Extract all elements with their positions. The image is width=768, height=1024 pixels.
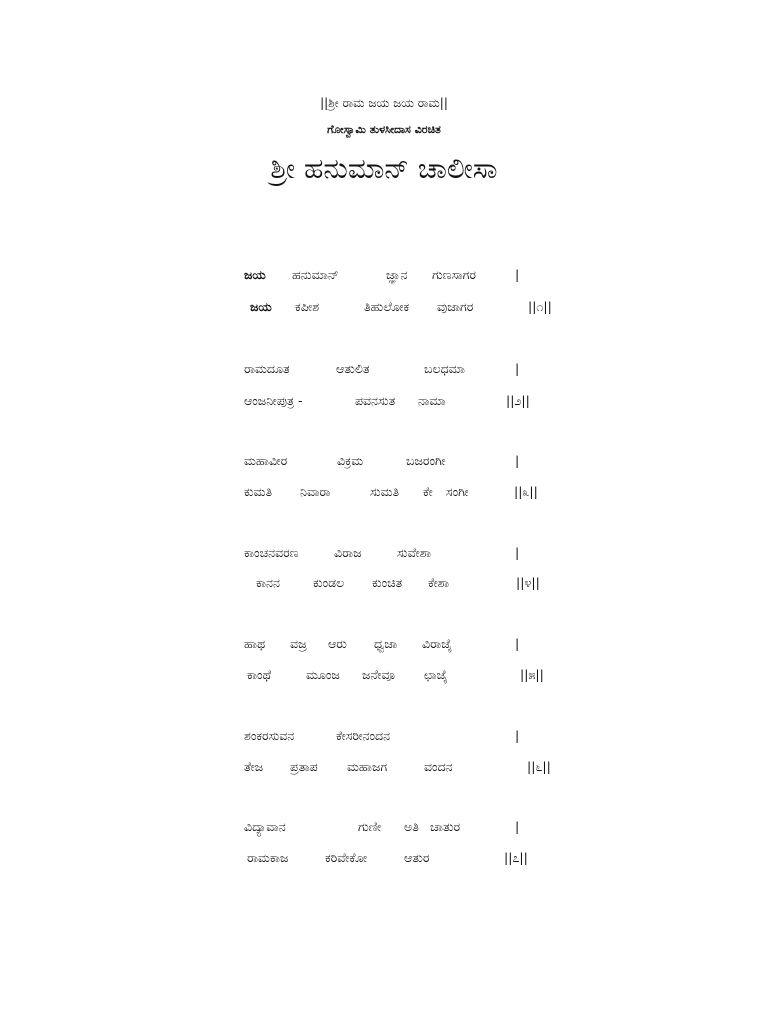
verse-word: ವಿರಾಜೈ (422, 636, 453, 651)
verse-word: ಆಂಜನೀಪುತ್ರ - (244, 393, 303, 408)
verse-marker: | (515, 819, 520, 834)
invocation-line: ||ಶ್ರೀ ರಾಮ ಜಯ ಜಯ ರಾಮ|| (320, 96, 448, 110)
verse-word: ನಿವಾರಾ (300, 484, 331, 499)
verse-marker: ||೨|| (506, 393, 530, 408)
verse-word: ಜಯ (244, 267, 266, 282)
verse-word: ತಿಹುಲೋಕ (364, 299, 410, 314)
verse-word: ಜಯ (250, 299, 272, 314)
verse-word: ವಿರಾಜ (334, 545, 362, 560)
verse-word: ಅತಿ (404, 819, 419, 834)
page-title: ಶ್ರೀ ಹನುಮಾನ್ ಚಾಲೀಸಾ (270, 152, 498, 185)
verse-word: ಹನುಮಾನ್ (292, 267, 339, 282)
verse-marker: ||೫|| (520, 667, 544, 682)
verse-word: ವಂದನ (424, 759, 453, 774)
verse-marker: | (515, 728, 520, 743)
author-line: ಗೋಸ್ವಾಮಿ ತುಳಸೀದಾಸ ವಿರಚಿತ (327, 123, 441, 136)
verse-word: ಕುಂಡಲ (313, 575, 345, 590)
verse-word: ವಿದ್ಯಾವಾನ (244, 819, 286, 834)
verse-word: ಚಾತುರ (430, 819, 461, 834)
verse-word: ಕುಂಚಿತ (372, 575, 403, 590)
verse-word: ಛಾಜೈ (424, 667, 448, 682)
verse-marker: ||೭|| (504, 850, 528, 865)
verse-word: ಬಜರಂಗೀ (406, 453, 446, 468)
verse-word: ಪವನಸುತ (355, 393, 396, 408)
verse-word: ಕರಿವೇಕೋ (325, 850, 368, 865)
verse-marker: ||೧|| (528, 299, 552, 314)
verse-word: ಕಾನನ (256, 575, 280, 590)
verse-word: ಬಲಧಮಾ (424, 361, 465, 376)
verse-marker: | (515, 267, 520, 282)
verse-word: ಕೇಸರೀನಂದನ (336, 728, 391, 743)
verse-marker: ||೩|| (514, 484, 538, 499)
verse-word: ಗುಣಸಾಗರ (432, 267, 477, 282)
verse-word: ವಜ್ರ (290, 636, 307, 651)
verse-marker: | (515, 361, 520, 376)
verse-word: ಆತುರ (404, 850, 430, 865)
verse-word: ಆರು (328, 636, 347, 651)
verse-word: ರಾಮದೂತ (244, 361, 290, 376)
verse-word: ತೇಜ (244, 759, 264, 774)
verse-word: ಪ್ರತಾಪ (290, 759, 318, 774)
verse-word: ಜ್ಞಾನ (386, 267, 408, 282)
verse-word: ಸುವೇಶಾ (397, 545, 432, 560)
verse-marker: | (515, 545, 520, 560)
verse-word: ಹಾಥ (244, 636, 266, 651)
verse-marker: ||೪|| (516, 575, 540, 590)
verse-word: ಕಪೀಶ (295, 299, 320, 314)
verse-word: ಧ್ವಜಾ (374, 636, 398, 651)
verse-word: ಕುಮತಿ (244, 484, 273, 499)
verse-marker: | (515, 453, 520, 468)
verse-word: ಕಾಂಚನವರಣ (244, 545, 299, 560)
verse-word: ಸುಮತಿ (370, 484, 400, 499)
verse-word: ಗುಣೀ (358, 819, 382, 834)
verse-word: ವುಜಾಗರ (437, 299, 474, 314)
verse-word: ಶಂಕರಸುವನ (244, 728, 295, 743)
verse-word: ಜನೇವೂ (362, 667, 395, 682)
verse-marker: ||೬|| (527, 759, 551, 774)
verse-word: ಮಹಾಜಗ (347, 759, 388, 774)
verse-word: ನಾಮಾ (418, 393, 446, 408)
verse-word: ಮೂಂಜ (306, 667, 340, 682)
verse-word: ಕೇಶಾ (428, 575, 449, 590)
verse-word: ವಿಕ್ರಮ (337, 453, 364, 468)
verse-word: ರಾಮಕಾಜ (247, 850, 289, 865)
verse-word: ಕೇ (423, 484, 433, 499)
verse-word: ಆತುಲಿತ (336, 361, 370, 376)
verse-word: ಮಹಾವೀರ (244, 453, 288, 468)
verse-word: ಕಾಂಥೆ (247, 667, 272, 682)
verse-word: ಸಂಗೀ (446, 484, 469, 499)
verse-marker: | (515, 636, 520, 651)
